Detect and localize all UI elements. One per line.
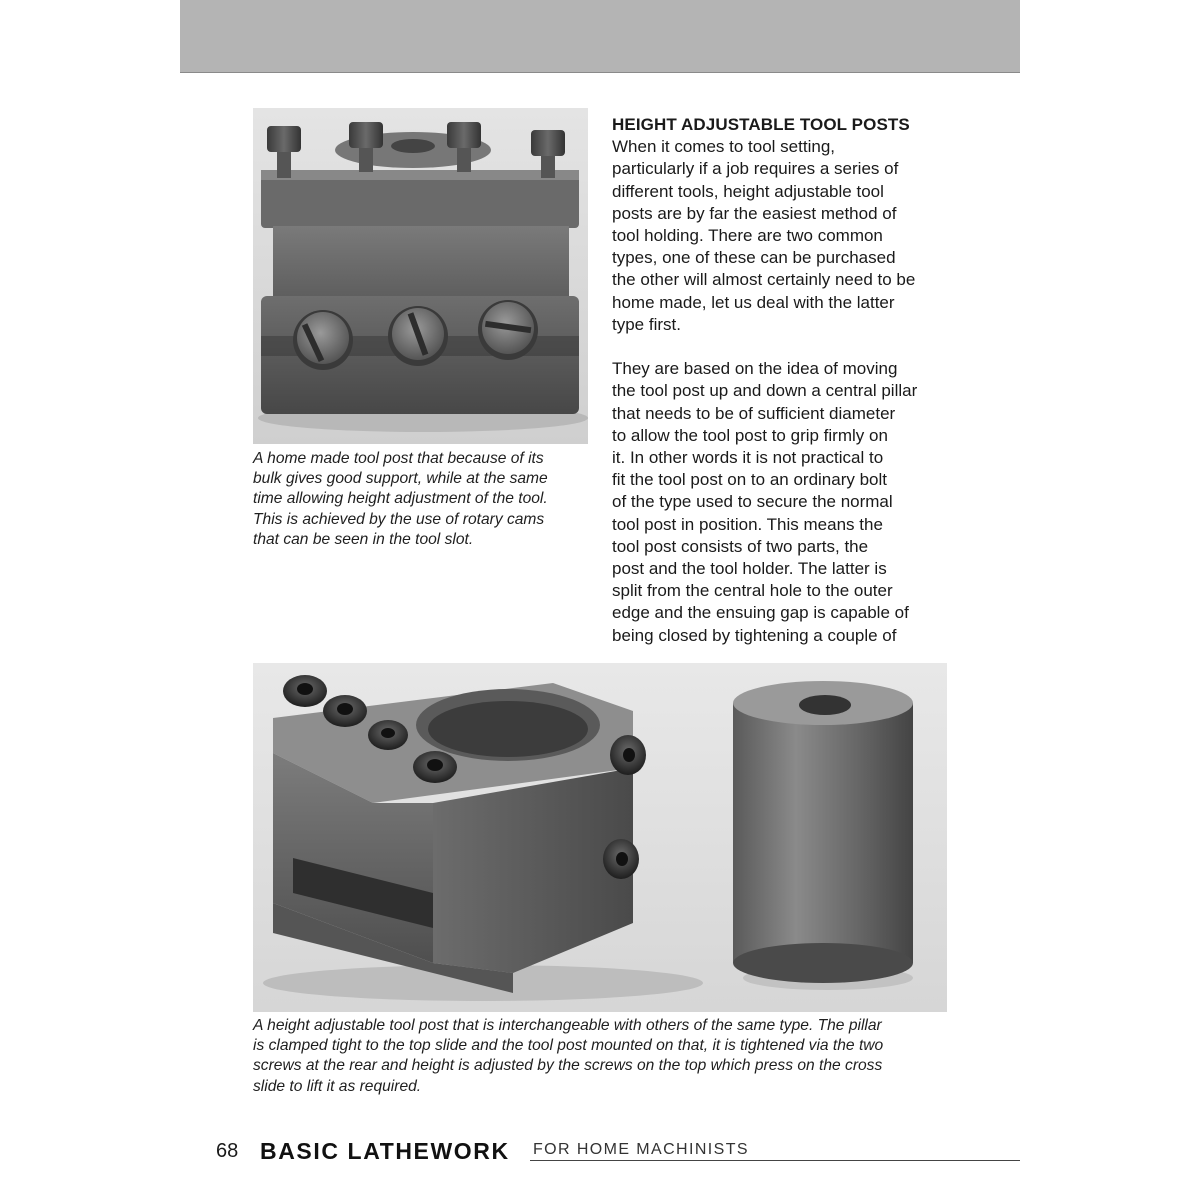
book-title: BASIC LATHEWORK <box>260 1138 510 1164</box>
text-line: that needs to be of sufficient diameter <box>612 403 896 423</box>
photo-homemade-tool-post <box>253 108 588 444</box>
text-line: post and the tool holder. The latter is <box>612 559 887 579</box>
caption-line: that can be seen in the tool slot. <box>253 530 474 548</box>
paragraph-2 <box>612 358 962 647</box>
text-line: fit the tool post on to an ordinary bolt <box>612 470 888 490</box>
header-band <box>180 0 1020 73</box>
text-line: the other will almost certainly need to be <box>612 270 916 290</box>
text-line: being closed by tightening a couple of <box>612 625 897 645</box>
text-line: the tool post up and down a central pillar <box>612 381 918 401</box>
text-line: type first. <box>612 314 681 334</box>
caption-line: A height adjustable tool post that is interchangeable with others of the same type. The pillar <box>253 1017 882 1034</box>
caption-line: bulk gives good support, while at the same <box>253 470 548 488</box>
section-heading: HEIGHT ADJUSTABLE TOOL POSTS <box>612 115 910 134</box>
body-text-column <box>612 114 962 647</box>
text-line: different tools, height adjustable tool <box>612 181 884 201</box>
photo-height-adjustable-tool-post <box>253 663 947 1012</box>
footer-rule <box>530 1160 1020 1161</box>
text-line: posts are by far the easiest method of <box>612 203 897 223</box>
caption-line: screws at the rear and height is adjusted by the screws on the top which press on the cross <box>253 1057 883 1075</box>
text-line: it. In other words it is not practical to <box>612 448 884 468</box>
text-line: They are based on the idea of moving <box>612 359 898 379</box>
text-line: home made, let us deal with the latter <box>612 292 895 312</box>
text-line: to allow the tool post to grip firmly on <box>612 425 888 445</box>
caption-line: is clamped tight to the top slide and the tool post mounted on that, it is tightened via the two <box>253 1037 884 1055</box>
text-line: types, one of these can be purchased <box>612 248 896 268</box>
text-line: tool holding. There are two common <box>612 226 883 246</box>
caption-height-adjustable-tool-post <box>253 1016 953 1097</box>
caption-line: A home made tool post that because of its <box>253 450 544 467</box>
text-line: of the type used to secure the normal <box>612 492 893 512</box>
text-line: split from the central hole to the outer <box>612 581 893 601</box>
text-line: tool post consists of two parts, the <box>612 536 869 556</box>
book-subtitle: FOR HOME MACHINISTS <box>533 1141 749 1158</box>
paragraph-1 <box>612 136 962 336</box>
caption-homemade-tool-post <box>253 449 598 550</box>
text-line: edge and the ensuing gap is capable of <box>612 603 909 623</box>
text-line: particularly if a job requires a series of <box>612 159 899 179</box>
caption-line: This is achieved by the use of rotary cams <box>253 510 545 528</box>
text-line: tool post in position. This means the <box>612 514 883 534</box>
text-line: When it comes to tool setting, <box>612 137 835 157</box>
caption-line: slide to lift it as required. <box>253 1077 422 1095</box>
page-number: 68 <box>216 1140 239 1162</box>
caption-line: time allowing height adjustment of the tool. <box>253 490 548 508</box>
